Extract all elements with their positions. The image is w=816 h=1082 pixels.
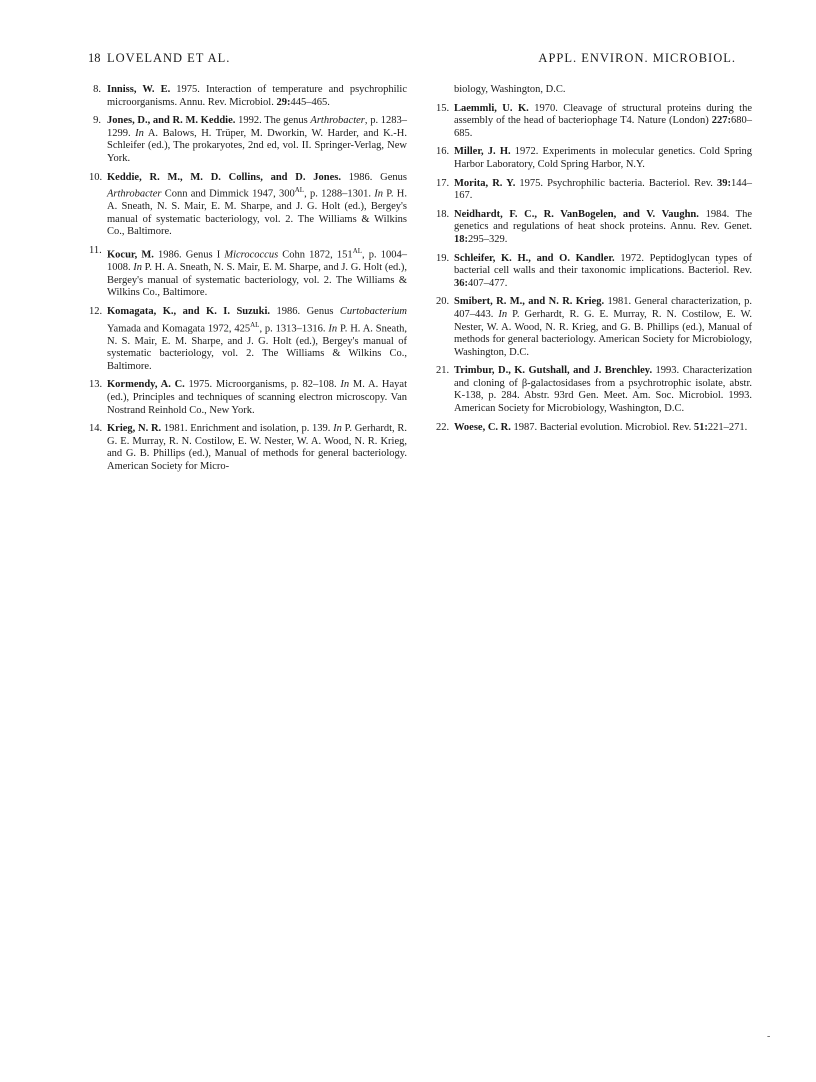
reference-emphasis: Miller, J. H. xyxy=(454,146,511,158)
reference-fragment: 1972. Peptidoglycan types of bacterial cell walls and their taxonomic implications. Bacteriol. Rev. xyxy=(454,252,752,277)
reference-emphasis: 18: xyxy=(454,233,468,245)
reference-item xyxy=(89,84,407,109)
reference-column-left xyxy=(89,84,407,480)
reference-emphasis: Schleifer, K. H., and O. Kandler. xyxy=(454,252,615,264)
reference-fragment: Conn and Dimmick 1947, 300 xyxy=(161,188,295,200)
reference-number: 9. xyxy=(93,115,101,127)
reference-fragment: 1986. Genus xyxy=(340,171,407,183)
reference-fragment: 1972. Experiments in molecular genetics. Cold Spring Harbor Laboratory, Cold Spring Harbor, N.Y. xyxy=(454,146,752,170)
reference-text xyxy=(454,178,752,203)
reference-fragment: Curtobacterium xyxy=(339,305,407,317)
reference-emphasis: Morita, R. Y. xyxy=(454,177,516,189)
reference-fragment: 1981. Enrichment and isolation, p. 139. xyxy=(161,423,334,435)
reference-fragment: 1984. The genetics and regulations of heat shock proteins. Annu. Rev. Genet. xyxy=(454,208,753,233)
reference-text xyxy=(107,115,407,165)
reference-emphasis: 36: xyxy=(454,277,468,289)
reference-emphasis: Laemmli, U. K. xyxy=(454,102,529,114)
reference-continuation: biology, Washington, D.C. xyxy=(454,84,566,95)
reference-item xyxy=(89,423,407,473)
reference-number: 11. xyxy=(89,245,102,257)
reference-item xyxy=(89,306,407,373)
reference-fragment: 1986. Genus I xyxy=(153,249,225,261)
reference-item xyxy=(436,296,752,359)
reference-item xyxy=(89,245,407,300)
reference-number: 20. xyxy=(436,296,450,308)
reference-text xyxy=(107,172,407,239)
reference-text xyxy=(454,103,752,141)
reference-emphasis: 39: xyxy=(717,177,732,189)
reference-fragment: In xyxy=(333,423,342,435)
reference-fragment: , p. 1283–1299. xyxy=(107,115,408,139)
reference-fragment: 221–271. xyxy=(707,421,748,433)
reference-fragment: P. Gerhardt, R. G. E. Murray, R. N. Costilow, E. W. Nester, W. A. Wood, N. R. Krieg, and G. B. Phillips (ed.), Manual of methods for general bacteriology. American Society for Micro- xyxy=(107,423,408,472)
reference-fragment: P. Gerhardt, R. G. E. Murray, R. N. Costilow, E. W. Nester, W. A. Wood, N. R. Krieg, and G. B. Phillips (ed.), Manual of methods for general bacteriology. American Society for Microbiology, Washington, D.C. xyxy=(454,308,753,358)
reference-fragment: , p. 1313–1316. xyxy=(259,323,329,334)
reference-fragment: M. A. Hayat (ed.), Principles and techniques of scanning electron microscopy. Van Nostrand Reinhold Co., New York. xyxy=(107,379,408,416)
reference-number: 17. xyxy=(436,177,450,189)
reference-fragment: In xyxy=(374,188,383,200)
reference-number: 16. xyxy=(436,146,450,158)
reference-item xyxy=(436,103,752,141)
reference-item xyxy=(436,146,752,171)
reference-fragment: In xyxy=(340,379,350,391)
reference-fragment: 1975. Interaction of temperature and psychrophilic microorganisms. Annu. Rev. Microbiol. xyxy=(107,84,407,108)
reference-fragment: In xyxy=(328,323,338,334)
reference-fragment: 1970. Cleavage of structural proteins during the assembly of the head of bacteriophage T4. Nature (London) xyxy=(454,102,752,127)
reference-fragment: AL xyxy=(352,247,363,256)
reference-fragment: 1975. Microorganisms, p. 82–108. xyxy=(184,379,341,391)
page-number: 18 xyxy=(88,51,101,65)
reference-text xyxy=(454,146,752,171)
reference-emphasis: Keddie, R. M., M. D. Collins, and D. Jones. xyxy=(107,171,341,183)
reference-text xyxy=(454,209,752,247)
reference-item xyxy=(89,115,407,165)
reference-fragment: 1981. General characterization, p. 407–443. xyxy=(454,296,752,320)
reference-fragment: In xyxy=(133,262,143,274)
reference-emphasis: Woese, C. R. xyxy=(454,421,511,433)
reference-item xyxy=(436,178,752,203)
reference-item xyxy=(436,209,752,247)
reference-text xyxy=(107,379,407,417)
reference-item xyxy=(436,422,752,435)
reference-fragment: AL xyxy=(250,320,260,329)
reference-fragment: 407–477. xyxy=(468,277,508,289)
reference-number: 21. xyxy=(436,365,450,377)
reference-item xyxy=(436,365,752,415)
reference-fragment: Yamada and Komagata 1972, 425 xyxy=(107,323,251,334)
reference-fragment: 680–685. xyxy=(454,115,752,139)
reference-fragment: 445–465. xyxy=(290,96,330,108)
reference-fragment: , p. 1004–1008. xyxy=(107,249,408,274)
reference-fragment: 1992. The genus xyxy=(235,115,311,127)
reference-fragment: Arthrobacter xyxy=(310,115,365,127)
reference-number: 13. xyxy=(89,379,103,391)
reference-fragment: 144–167. xyxy=(454,177,753,202)
reference-fragment: 1986. Genus xyxy=(270,305,340,317)
reference-text xyxy=(107,245,407,300)
reference-fragment: 295–329. xyxy=(468,233,508,245)
running-head-journal: APPL. ENVIRON. MICROBIOL. xyxy=(538,51,736,65)
reference-fragment: AL xyxy=(294,186,305,195)
reference-emphasis: Krieg, N. R. xyxy=(107,423,162,435)
running-header xyxy=(88,51,736,67)
reference-item xyxy=(89,172,407,239)
reference-emphasis: Inniss, W. E. xyxy=(107,84,171,95)
reference-emphasis: 29: xyxy=(276,96,291,108)
reference-text xyxy=(107,306,407,373)
reference-number: 10. xyxy=(89,171,103,183)
reference-text xyxy=(454,422,752,435)
reference-emphasis: Smibert, R. M., and N. R. Krieg. xyxy=(454,296,605,308)
reference-emphasis: Trimbur, D., K. Gutshall, and J. Brenchley. xyxy=(454,365,653,377)
stray-mark: - xyxy=(767,1031,771,1042)
reference-fragment: In xyxy=(135,127,144,139)
reference-number: 8. xyxy=(93,84,101,95)
reference-fragment: P. H. A. Sneath, N. S. Mair, E. M. Sharpe, and J. G. Holt (ed.), Bergey's manual of systematic bacteriology, vol. 2. The Williams & Wilkins Co., Baltimore. xyxy=(107,188,408,238)
running-head-authors: LOVELAND ET AL. xyxy=(107,51,231,65)
reference-number: 12. xyxy=(89,305,103,317)
reference-fragment: P. H. A. Sneath, N. S. Mair, E. M. Sharpe, and J. G. Holt (ed.), Bergey's manual of systematic bacteriology, vol. 2. The Williams & Wilkins Co., Baltimore. xyxy=(107,262,408,299)
reference-item xyxy=(436,253,752,291)
reference-number: 22. xyxy=(436,421,450,433)
reference-text xyxy=(454,365,752,415)
reference-emphasis: Jones, D., and R. M. Keddie. xyxy=(107,115,236,127)
reference-number: 15. xyxy=(436,102,450,114)
reference-emphasis: 227: xyxy=(711,115,731,127)
reference-emphasis: Kocur, M. xyxy=(107,249,154,261)
reference-emphasis: Komagata, K., and K. I. Suzuki. xyxy=(107,305,271,317)
reference-column-right xyxy=(436,84,752,440)
reference-fragment: Cohn 1872, 151 xyxy=(278,249,353,261)
reference-emphasis: Neidhardt, F. C., R. VanBogelen, and V. Vaughn. xyxy=(454,208,699,220)
reference-fragment: Arthrobacter xyxy=(107,188,162,200)
reference-fragment: 1987. Bacterial evolution. Microbiol. Rev. xyxy=(510,421,694,433)
reference-number: 14. xyxy=(89,423,103,435)
reference-emphasis: Kormendy, A. C. xyxy=(107,379,185,391)
reference-emphasis: 51: xyxy=(693,421,708,433)
reference-fragment: 1975. Psychrophilic bacteria. Bacteriol. Rev. xyxy=(515,177,718,189)
reference-item xyxy=(89,379,407,417)
reference-text xyxy=(107,84,407,109)
reference-fragment: 1993. Characterization and cloning of β-galactosidases from a psychrotrophic isolate, abstr. K-138, p. 284. Abstr. 93rd Gen. Meet. Am. Soc. Microbiol. 1993. American Society for Microbiology, Washington, D.C. xyxy=(454,365,752,415)
reference-text xyxy=(454,296,752,359)
reference-number: 18. xyxy=(436,208,450,220)
reference-fragment: In xyxy=(498,308,508,320)
reference-fragment: P. H. A. Sneath, N. S. Mair, E. M. Sharpe, and J. G. Holt (ed.), Bergey's manual of systematic bacteriology, vol. 2. The Williams & Wilkins Co., Baltimore. xyxy=(107,323,407,372)
reference-list-right xyxy=(436,103,752,435)
reference-fragment: Micrococcus xyxy=(224,249,279,261)
reference-text xyxy=(454,253,752,291)
reference-number: 19. xyxy=(436,252,450,264)
reference-fragment: A. Balows, H. Trüper, M. Dworkin, W. Harder, and K.-H. Schleifer (ed.), The prokaryotes, 2nd ed, vol. II. Springer-Verlag, New York. xyxy=(107,127,408,164)
reference-text xyxy=(107,423,407,473)
reference-fragment: , p. 1288–1301. xyxy=(304,188,375,200)
